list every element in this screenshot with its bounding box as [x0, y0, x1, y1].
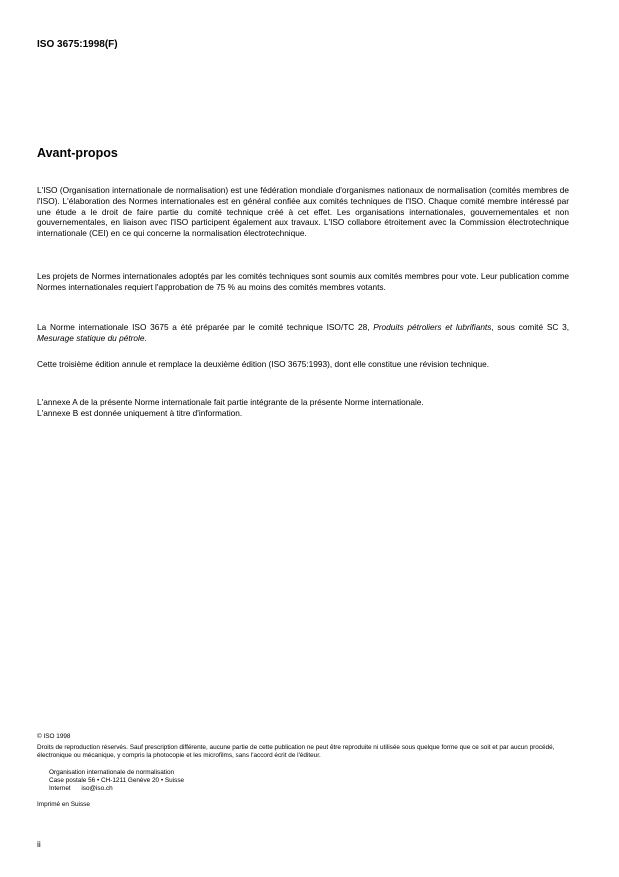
copyright-line: © ISO 1998 — [37, 733, 71, 740]
foreword-paragraph-5 — [37, 397, 569, 419]
printed-in: Imprimé en Suisse — [37, 801, 90, 808]
foreword-paragraph-2: Les projets de Normes internationales adoptés par les comités techniques sont soumis aux comités membres pour vote. Leur publication comme Normes internationales requiert l'approbation de 75 % au moins des comités membres votants. — [37, 271, 569, 292]
p3-text-3: . — [144, 332, 147, 343]
p3-committee-title: Produits pétroliers et lubrifiants — [373, 322, 492, 332]
foreword-paragraph-4: Cette troisième édition annule et remplace la deuxième édition (ISO 3675:1993), dont elle constitue une révision technique. — [37, 359, 489, 369]
p3-text-2: , sous comité SC 3, — [491, 322, 569, 332]
p5-line-1: L'annexe A de la présente Norme internationale fait partie intégrante de la présente Norme internationale. — [37, 397, 424, 407]
publisher-internet: Internet iso@iso.ch — [49, 785, 113, 792]
publisher-address — [49, 769, 184, 793]
publisher-postal: Case postale 56 • CH-1211 Genève 20 • Suisse — [49, 777, 185, 784]
foreword-paragraph-1: L'ISO (Organisation internationale de normalisation) est une fédération mondiale d'organismes nationaux de normalisation (comités membres de l'ISO). L'élaboration des Normes internationales est en général confiée aux comités techniques de l'ISO. Chaque comité membre intéressé par une étude a le droit de faire partie du comité technique créé à cet effet. Les organisations internationales, gouvernementales et non gouvernementales, en liaison avec l'ISO participent également aux travaux. L'ISO collabore étroitement avec la Commission électrotechnique internationale (CEI) en ce qui concerne la normalisation électrotechnique. — [37, 185, 569, 239]
section-title: Avant-propos — [37, 146, 118, 160]
p5-line-2: L'annexe B est donnée uniquement à titre d'information. — [37, 407, 243, 418]
rights-notice: Droits de reproduction réservés. Sauf prescription différente, aucune partie de cette publication ne peut être reproduite ni utilisée sous quelque forme que ce soit et par aucun procédé, électronique ou mécanique, y compris la photocopie et les microfilms, sans l'accord écrit de l'éditeur. — [37, 744, 555, 759]
document-id-header: ISO 3675:1998(F) — [37, 39, 118, 50]
foreword-paragraph-3 — [37, 322, 569, 344]
p3-text-1: La Norme internationale ISO 3675 a été préparée par le comité technique ISO/TC 28, — [37, 322, 374, 332]
page-number: ii — [37, 839, 41, 849]
p3-subcommittee-title: Mesurage statique du pétrole — [37, 332, 145, 343]
publisher-org: Organisation internationale de normalisation — [49, 769, 175, 776]
